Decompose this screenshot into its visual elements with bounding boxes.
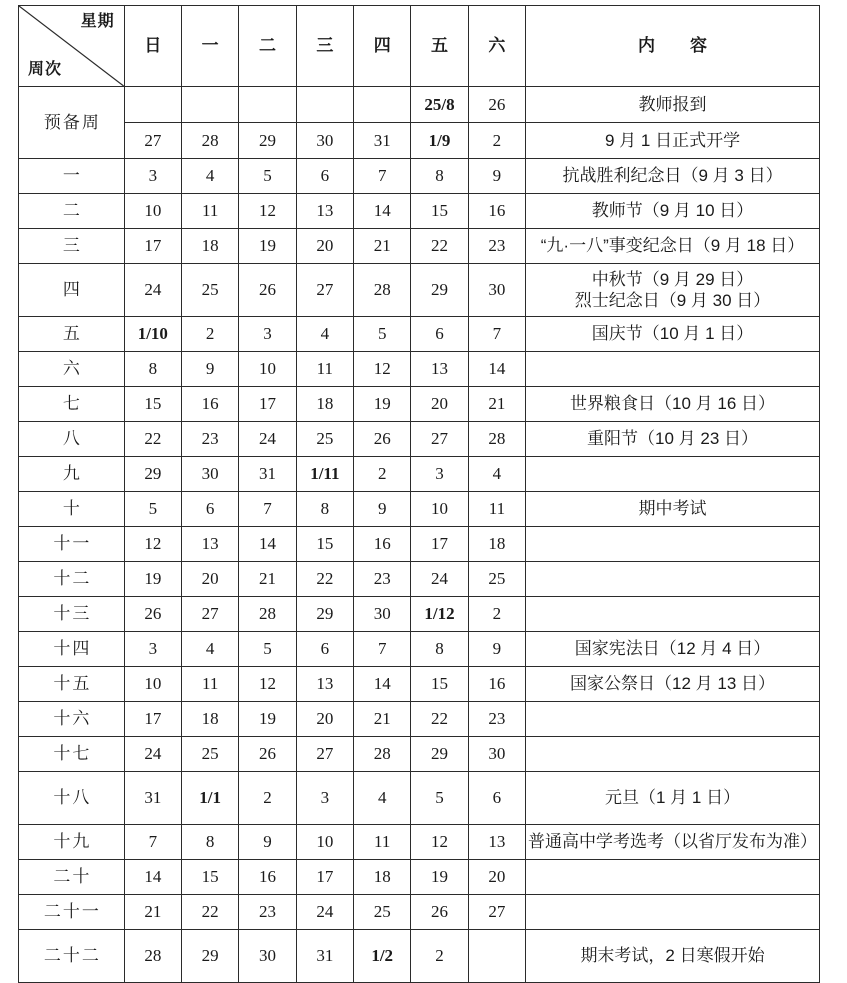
day-cell: 23 [468,229,525,264]
day-cell: 11 [354,825,411,860]
day-cell: 12 [411,825,468,860]
table-row [19,632,820,667]
day-cell: 16 [239,860,296,895]
week-label: 一 [19,159,125,194]
day-cell: 4 [182,159,239,194]
table-row [19,87,820,123]
day-cell: 1/12 [411,597,468,632]
day-cell: 20 [296,229,353,264]
table-row [19,772,820,825]
table-row [19,930,820,983]
academic-calendar-table [18,5,820,983]
day-cell: 2 [182,317,239,352]
day-cell: 10 [239,352,296,387]
table-row [19,422,820,457]
day-cell: 12 [124,527,181,562]
day-cell: 3 [296,772,353,825]
day-cell: 16 [468,667,525,702]
day-cell: 18 [468,527,525,562]
day-cell: 20 [296,702,353,737]
week-label: 二 [19,194,125,229]
day-cell: 27 [296,264,353,317]
day-cell: 29 [411,264,468,317]
day-cell: 22 [411,702,468,737]
day-cell: 9 [468,632,525,667]
day-cell: 30 [354,597,411,632]
day-cell: 16 [354,527,411,562]
table-row [19,123,820,159]
day-cell: 30 [239,930,296,983]
day-cell [124,87,181,123]
content-column-header: 内 容 [526,6,820,87]
day-cell: 14 [239,527,296,562]
day-cell: 21 [124,895,181,930]
day-cell: 25 [468,562,525,597]
day-cell: 27 [296,737,353,772]
table-row [19,562,820,597]
day-cell: 1/2 [354,930,411,983]
table-row [19,352,820,387]
day-cell: 24 [296,895,353,930]
day-cell: 12 [239,667,296,702]
day-cell: 14 [124,860,181,895]
content-cell: “九·一八”事变纪念日（9 月 18 日） [526,229,820,264]
day-cell: 29 [296,597,353,632]
day-cell: 26 [354,422,411,457]
day-cell: 7 [354,159,411,194]
day-cell: 20 [411,387,468,422]
content-cell [526,702,820,737]
day-cell: 28 [239,597,296,632]
day-cell: 26 [124,597,181,632]
week-label: 七 [19,387,125,422]
week-label-prep: 预备周 [19,87,125,159]
day-cell: 21 [239,562,296,597]
day-cell: 13 [411,352,468,387]
day-cell: 11 [182,194,239,229]
day-cell: 5 [411,772,468,825]
day-cell: 19 [239,229,296,264]
week-label: 八 [19,422,125,457]
day-cell: 31 [296,930,353,983]
day-cell: 1/11 [296,457,353,492]
table-row [19,860,820,895]
day-header-wed: 三 [296,6,353,87]
day-cell: 19 [354,387,411,422]
day-cell: 28 [354,264,411,317]
day-cell: 5 [124,492,181,527]
week-label: 三 [19,229,125,264]
day-cell: 8 [411,632,468,667]
day-cell: 28 [354,737,411,772]
day-cell: 7 [354,632,411,667]
day-cell: 7 [468,317,525,352]
day-cell: 19 [411,860,468,895]
day-cell: 8 [182,825,239,860]
day-cell: 15 [182,860,239,895]
day-header-tue: 二 [239,6,296,87]
weeknumber-axis-label: 周次 [28,61,63,78]
day-cell: 29 [411,737,468,772]
day-cell: 22 [411,229,468,264]
day-cell: 2 [468,597,525,632]
content-cell [526,562,820,597]
week-label: 四 [19,264,125,317]
day-cell: 14 [468,352,525,387]
day-cell: 26 [468,87,525,123]
day-cell: 29 [182,930,239,983]
day-cell: 23 [239,895,296,930]
day-cell: 19 [124,562,181,597]
day-cell: 2 [239,772,296,825]
day-cell: 22 [124,422,181,457]
day-cell: 29 [239,123,296,159]
day-cell: 18 [182,702,239,737]
day-cell: 3 [124,632,181,667]
day-cell [296,87,353,123]
content-cell: 9 月 1 日正式开学 [526,123,820,159]
day-cell: 18 [182,229,239,264]
table-row [19,492,820,527]
content-cell: 期中考试 [526,492,820,527]
content-cell: 抗战胜利纪念日（9 月 3 日） [526,159,820,194]
day-cell: 24 [124,264,181,317]
day-cell: 12 [354,352,411,387]
day-cell: 21 [468,387,525,422]
day-cell: 25 [182,264,239,317]
content-cell: 国家公祭日（12 月 13 日） [526,667,820,702]
day-cell: 18 [296,387,353,422]
day-header-sat: 六 [468,6,525,87]
day-cell: 13 [182,527,239,562]
day-cell: 6 [411,317,468,352]
day-header-thu: 四 [354,6,411,87]
content-cell: 世界粮食日（10 月 16 日） [526,387,820,422]
day-cell: 29 [124,457,181,492]
week-label: 十四 [19,632,125,667]
day-cell: 22 [296,562,353,597]
day-cell: 1/9 [411,123,468,159]
day-cell: 24 [239,422,296,457]
day-cell: 3 [124,159,181,194]
table-row [19,264,820,317]
day-cell: 17 [296,860,353,895]
table-row [19,159,820,194]
day-cell: 9 [239,825,296,860]
day-cell: 10 [411,492,468,527]
day-cell: 30 [468,264,525,317]
day-cell: 22 [182,895,239,930]
content-cell: 普通高中学考选考（以省厅发布为准） [526,825,820,860]
day-cell: 14 [354,194,411,229]
content-cell [526,352,820,387]
day-cell: 25/8 [411,87,468,123]
weekday-axis-label: 星期 [80,13,115,30]
content-cell [526,895,820,930]
day-cell: 15 [411,667,468,702]
day-cell: 23 [468,702,525,737]
day-cell: 27 [468,895,525,930]
day-cell: 15 [296,527,353,562]
day-cell: 4 [468,457,525,492]
week-label: 十二 [19,562,125,597]
day-cell: 15 [124,387,181,422]
day-cell: 13 [468,825,525,860]
day-cell: 19 [239,702,296,737]
day-cell: 3 [411,457,468,492]
day-cell: 8 [124,352,181,387]
day-cell: 10 [124,667,181,702]
day-cell: 16 [182,387,239,422]
week-label: 十九 [19,825,125,860]
day-cell: 13 [296,667,353,702]
day-cell: 27 [182,597,239,632]
day-cell: 6 [468,772,525,825]
week-label: 十七 [19,737,125,772]
content-cell: 重阳节（10 月 23 日） [526,422,820,457]
day-cell: 20 [182,562,239,597]
day-cell: 16 [468,194,525,229]
day-cell: 14 [354,667,411,702]
day-cell: 30 [182,457,239,492]
day-cell: 27 [124,123,181,159]
content-cell: 中秋节（9 月 29 日） 烈士纪念日（9 月 30 日） [526,264,820,317]
day-cell: 23 [354,562,411,597]
day-cell [354,87,411,123]
week-label: 六 [19,352,125,387]
day-cell: 31 [124,772,181,825]
day-header-sun: 日 [124,6,181,87]
table-row [19,194,820,229]
day-cell: 28 [124,930,181,983]
day-header-fri: 五 [411,6,468,87]
week-label: 二十一 [19,895,125,930]
week-label: 十 [19,492,125,527]
day-cell: 17 [239,387,296,422]
content-cell [526,527,820,562]
calendar-grid [18,5,820,983]
corner-split-header [19,6,125,87]
day-cell: 27 [411,422,468,457]
content-cell: 国家宪法日（12 月 4 日） [526,632,820,667]
content-cell [526,457,820,492]
day-cell: 4 [354,772,411,825]
day-cell: 21 [354,702,411,737]
day-cell: 30 [296,123,353,159]
day-cell: 24 [411,562,468,597]
day-cell: 4 [182,632,239,667]
day-cell: 8 [296,492,353,527]
day-cell: 7 [239,492,296,527]
table-row [19,387,820,422]
table-row [19,702,820,737]
day-cell: 24 [124,737,181,772]
day-cell: 15 [411,194,468,229]
day-cell: 5 [239,632,296,667]
day-cell: 23 [182,422,239,457]
day-cell: 10 [124,194,181,229]
day-cell: 25 [296,422,353,457]
day-cell: 11 [296,352,353,387]
day-cell: 31 [239,457,296,492]
week-label: 十五 [19,667,125,702]
table-row [19,317,820,352]
week-label: 五 [19,317,125,352]
day-cell: 18 [354,860,411,895]
day-cell: 25 [182,737,239,772]
week-label: 十一 [19,527,125,562]
day-cell: 2 [411,930,468,983]
day-cell: 21 [354,229,411,264]
content-cell: 期末考试，2 日寒假开始 [526,930,820,983]
day-cell: 26 [239,737,296,772]
content-cell: 教师报到 [526,87,820,123]
day-cell: 6 [296,159,353,194]
day-cell: 9 [468,159,525,194]
day-cell: 17 [124,702,181,737]
day-cell: 6 [296,632,353,667]
day-cell: 11 [182,667,239,702]
content-cell [526,737,820,772]
day-cell [239,87,296,123]
day-cell: 5 [354,317,411,352]
day-cell: 28 [182,123,239,159]
day-cell: 1/1 [182,772,239,825]
day-cell: 25 [354,895,411,930]
content-cell [526,860,820,895]
content-cell: 元旦（1 月 1 日） [526,772,820,825]
table-row [19,737,820,772]
day-header-mon: 一 [182,6,239,87]
day-cell: 20 [468,860,525,895]
table-row [19,527,820,562]
table-row [19,597,820,632]
day-cell: 7 [124,825,181,860]
day-cell: 11 [468,492,525,527]
day-cell: 1/10 [124,317,181,352]
day-cell: 26 [239,264,296,317]
week-label: 二十二 [19,930,125,983]
table-row [19,229,820,264]
week-label: 十三 [19,597,125,632]
day-cell: 8 [411,159,468,194]
week-label: 十八 [19,772,125,825]
week-label: 九 [19,457,125,492]
day-cell: 17 [124,229,181,264]
day-cell: 13 [296,194,353,229]
table-row [19,825,820,860]
day-cell: 26 [411,895,468,930]
week-label: 二十 [19,860,125,895]
day-cell: 3 [239,317,296,352]
content-cell: 国庆节（10 月 1 日） [526,317,820,352]
day-cell [182,87,239,123]
header-row [19,6,820,87]
day-cell: 31 [354,123,411,159]
table-row [19,457,820,492]
day-cell: 10 [296,825,353,860]
table-row [19,667,820,702]
day-cell: 6 [182,492,239,527]
content-cell: 教师节（9 月 10 日） [526,194,820,229]
day-cell: 4 [296,317,353,352]
day-cell: 17 [411,527,468,562]
day-cell: 9 [182,352,239,387]
day-cell: 2 [354,457,411,492]
table-row [19,895,820,930]
day-cell: 12 [239,194,296,229]
content-cell [526,597,820,632]
week-label: 十六 [19,702,125,737]
day-cell: 9 [354,492,411,527]
day-cell [468,930,525,983]
day-cell: 2 [468,123,525,159]
day-cell: 28 [468,422,525,457]
day-cell: 5 [239,159,296,194]
day-cell: 30 [468,737,525,772]
